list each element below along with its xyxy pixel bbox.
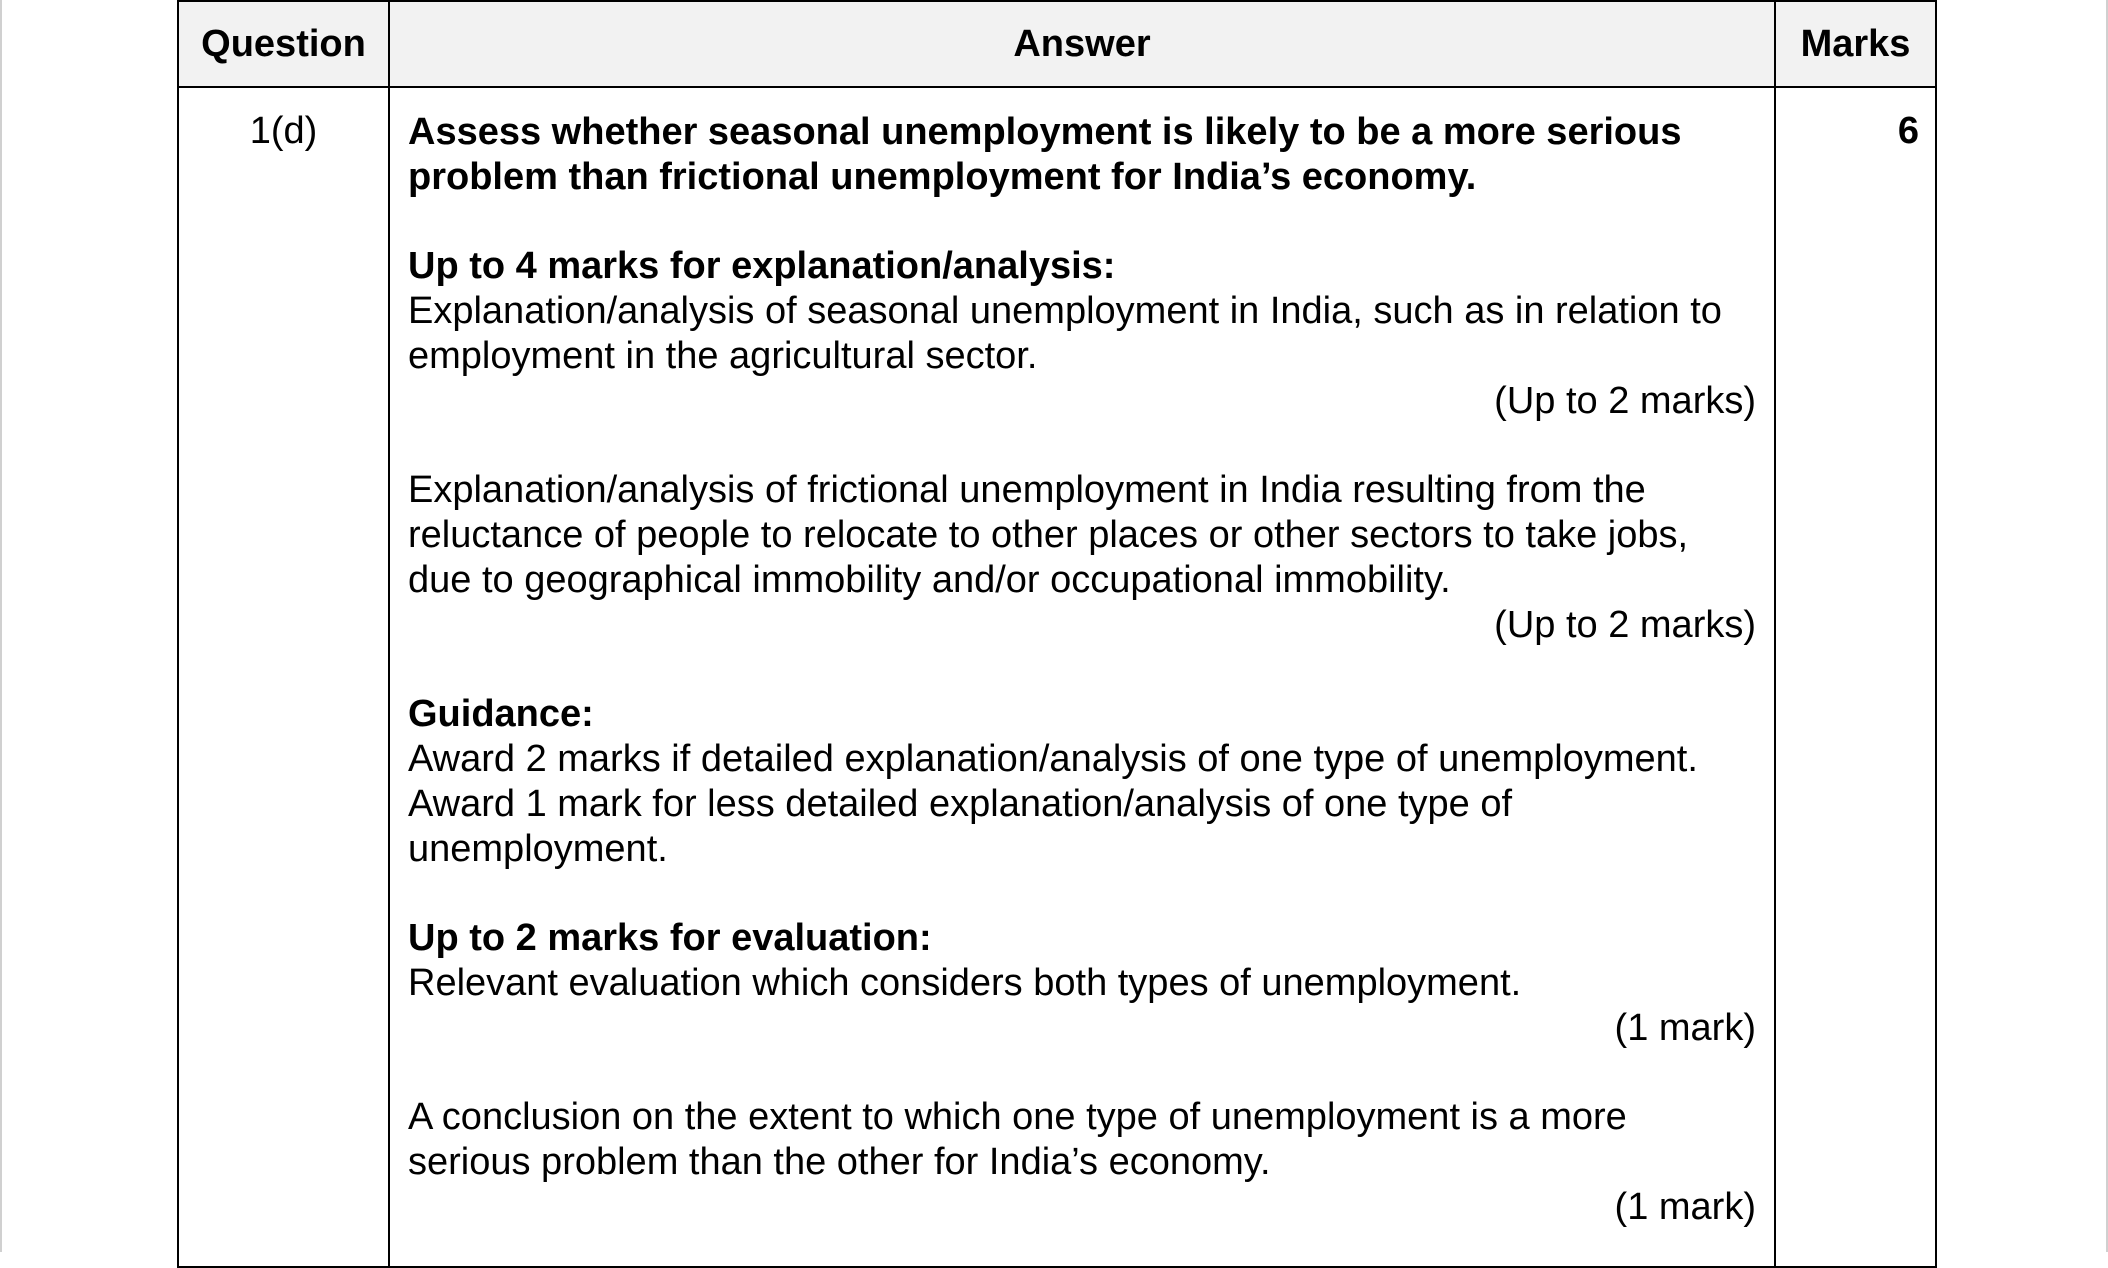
seasonal-marks: (Up to 2 marks) — [1494, 380, 1756, 422]
frictional-line3: due to geographical immobility and/or occupational immobility. — [408, 559, 1451, 601]
conclusion-line2: serious problem than the other for India’s economy. — [408, 1141, 1271, 1183]
guidance-heading: Guidance: — [408, 693, 594, 735]
frictional-line1: Explanation/analysis of frictional unemployment in India resulting from the — [408, 469, 1646, 511]
seasonal-line1: Explanation/analysis of seasonal unemployment in India, such as in relation to — [408, 290, 1722, 332]
total-marks: 6 — [1775, 87, 1936, 1267]
conclusion-line1: A conclusion on the extent to which one type of unemployment is a more — [408, 1096, 1627, 1138]
question-prompt-line1: Assess whether seasonal unemployment is likely to be a more serious — [408, 111, 1682, 153]
evaluation-heading: Up to 2 marks for evaluation: — [408, 917, 932, 959]
question-prompt-line2: problem than frictional unemployment for India’s economy. — [408, 156, 1477, 198]
guidance-line1: Award 2 marks if detailed explanation/analysis of one type of unemployment. — [408, 738, 1698, 780]
mark-scheme-table — [177, 0, 1937, 1268]
frictional-line2: reluctance of people to relocate to other places or other sectors to take jobs, — [408, 514, 1689, 556]
frictional-marks: (Up to 2 marks) — [1494, 604, 1756, 646]
page-edge-left — [0, 0, 2, 1252]
evaluation-line1: Relevant evaluation which considers both types of unemployment. — [408, 962, 1522, 1004]
guidance-line2: Award 1 mark for less detailed explanation/analysis of one type of — [408, 783, 1513, 825]
header-answer: Answer — [389, 1, 1775, 87]
seasonal-line2: employment in the agricultural sector. — [408, 335, 1038, 377]
analysis-heading: Up to 4 marks for explanation/analysis: — [408, 245, 1116, 287]
header-marks: Marks — [1775, 1, 1936, 87]
table-header-row — [178, 1, 1936, 87]
conclusion-marks: (1 mark) — [1614, 1186, 1756, 1228]
answer-cell — [389, 87, 1775, 1267]
guidance-line3: unemployment. — [408, 828, 668, 870]
header-question: Question — [178, 1, 389, 87]
table-row — [178, 87, 1936, 1267]
evaluation-marks: (1 mark) — [1614, 1007, 1756, 1049]
question-number: 1(d) — [178, 87, 389, 1267]
